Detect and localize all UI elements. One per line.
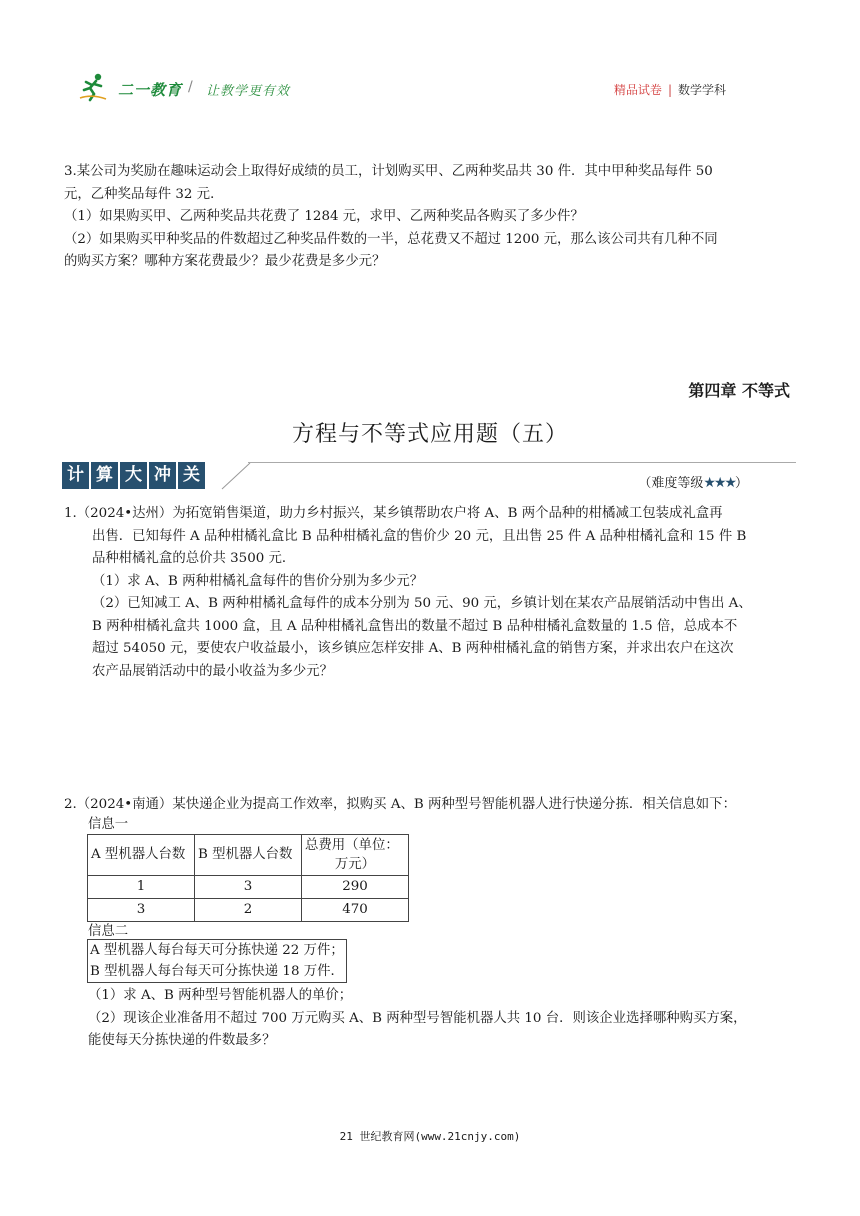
chapter-heading: 第四章 不等式 [688,381,790,400]
q1-line1: 1.（2024•达州）为拓宽销售渠道，助力乡村振兴，某乡镇帮助农户将 A、B 两个品种的柑橘减工包装成礼盒再 [64,506,723,521]
q1-part2-line4: 农产品展销活动中的最小收益为多少元？ [92,663,334,679]
q1-part2-line2: B 两种柑橘礼盒共 1000 盒，且 A 品种柑橘礼盒售出的数量不超过 B 品种柑橘礼盒数量的 1.5 倍，总成本不 [92,618,738,634]
banner-char: 计 [62,462,89,489]
banner-char: 关 [178,462,205,489]
difficulty-close: ） [734,476,748,491]
header-paper-type: 精品试卷 [613,83,662,97]
question-3 [64,161,796,274]
difficulty-label: （难度等级 [638,476,704,491]
header-subject [614,81,726,98]
section-banner [62,462,205,490]
info-two-label: 信息二 [88,924,129,939]
info-two-line2: B 型机器人每台每天可分拣快递 18 万件． [90,964,344,979]
table-cell: 3 [88,899,195,922]
table-cell: 470 [302,899,409,922]
q3-part2-line1: （2）如果购买甲种奖品的件数超过乙种奖品件数的一半，总花费又不超过 1200 元，那么该公司共有几种不同 [64,231,718,247]
brand-name: 二一教育 [118,81,183,99]
header-cost-line1: 总费用（单位： [305,838,399,853]
banner-char: 冲 [149,462,176,489]
header-cost-line2: 万元） [334,857,376,872]
banner-slash-decoration [220,462,260,490]
table-row [88,876,409,899]
header-divider: | [667,83,672,97]
q2-part2-line1: （2）现该企业准备用不超过 700 万元购买 A、B 两种型号智能机器人共 10 台．则该企业选择哪种购买方案， [88,1010,747,1026]
q1-part1: （1）求 A、B 两种柑橘礼盒每件的售价分别为多少元？ [92,573,424,589]
q1-part2-line1: （2）已知减工 A、B 两种柑橘礼盒每件的成本分别为 50 元、90 元，乡镇计划在某农产品展销活动中售出 A、 [92,596,752,611]
banner-char: 大 [120,462,147,489]
q1-line3: 品种柑橘礼盒的总价共 3500 元． [92,551,296,566]
table-cell: 290 [302,876,409,899]
q3-part2-line2: 的购买方案？哪种方案花费最少？最少花费是多少元？ [64,254,386,269]
q2-part1: （1）求 A、B 两种型号智能机器人的单价； [88,988,353,1003]
star-rating-icon: ★★★ [703,475,735,491]
difficulty-rating [638,472,748,491]
table-header-row [88,835,409,876]
q2-part2-line2: 能使每天分拣快递的件数最多？ [88,1033,276,1048]
table-row [88,899,409,922]
q3-stem-line1: 3.某公司为奖励在趣味运动会上取得好成绩的员工，计划购买甲、乙两种奖品共 30 件．其中甲种奖品每件 50 [64,164,713,179]
table-header-cell: A 型机器人台数 [88,835,195,876]
table-header-cell: B 型机器人台数 [195,835,302,876]
question-2 [64,794,796,817]
info-two-line1: A 型机器人每台每天可分拣快递 22 万件； [90,943,344,958]
robot-cost-table [87,834,409,922]
brand-slogan: 让教学更有效 [206,84,291,99]
runner-logo-icon [78,72,108,102]
q1-line2: 出售．已知每件 A 品种柑橘礼盒比 B 品种柑橘礼盒的售价少 20 元，且出售 25 件 A 品种柑橘礼盒和 15 件 B [92,528,747,544]
page-footer: 21 世纪教育网(www.21cnjy.com) [339,1130,521,1143]
question-1 [64,503,796,683]
info-two-box [87,939,347,983]
table-cell: 3 [195,876,302,899]
header-subject-name: 数学学科 [677,83,726,97]
q3-part1: （1）如果购买甲、乙两种奖品共花费了 1284 元，求甲、乙两种奖品各购买了多少件？ [64,209,584,224]
table-header-cell [302,835,409,876]
table-cell: 2 [195,899,302,922]
q1-part2-line3: 超过 54050 元，要使农户收益最小，该乡镇应怎样安排 A、B 两种柑橘礼盒的销售方案，并求出农户在这次 [92,641,734,656]
table-cell: 1 [88,876,195,899]
brand-divider: / [188,79,193,95]
banner-rule [248,462,796,463]
page-title: 方程与不等式应用题（五） [291,422,568,447]
q2-line1: 2.（2024•南通）某快递企业为提高工作效率，拟购买 A、B 两种型号智能机器人进行快递分拣．相关信息如下： [64,797,736,812]
q2-subquestions [88,985,800,1053]
q3-stem-line2: 元，乙种奖品每件 32 元． [64,186,224,202]
banner-char: 算 [91,462,118,489]
info-one-label: 信息一 [88,817,129,832]
